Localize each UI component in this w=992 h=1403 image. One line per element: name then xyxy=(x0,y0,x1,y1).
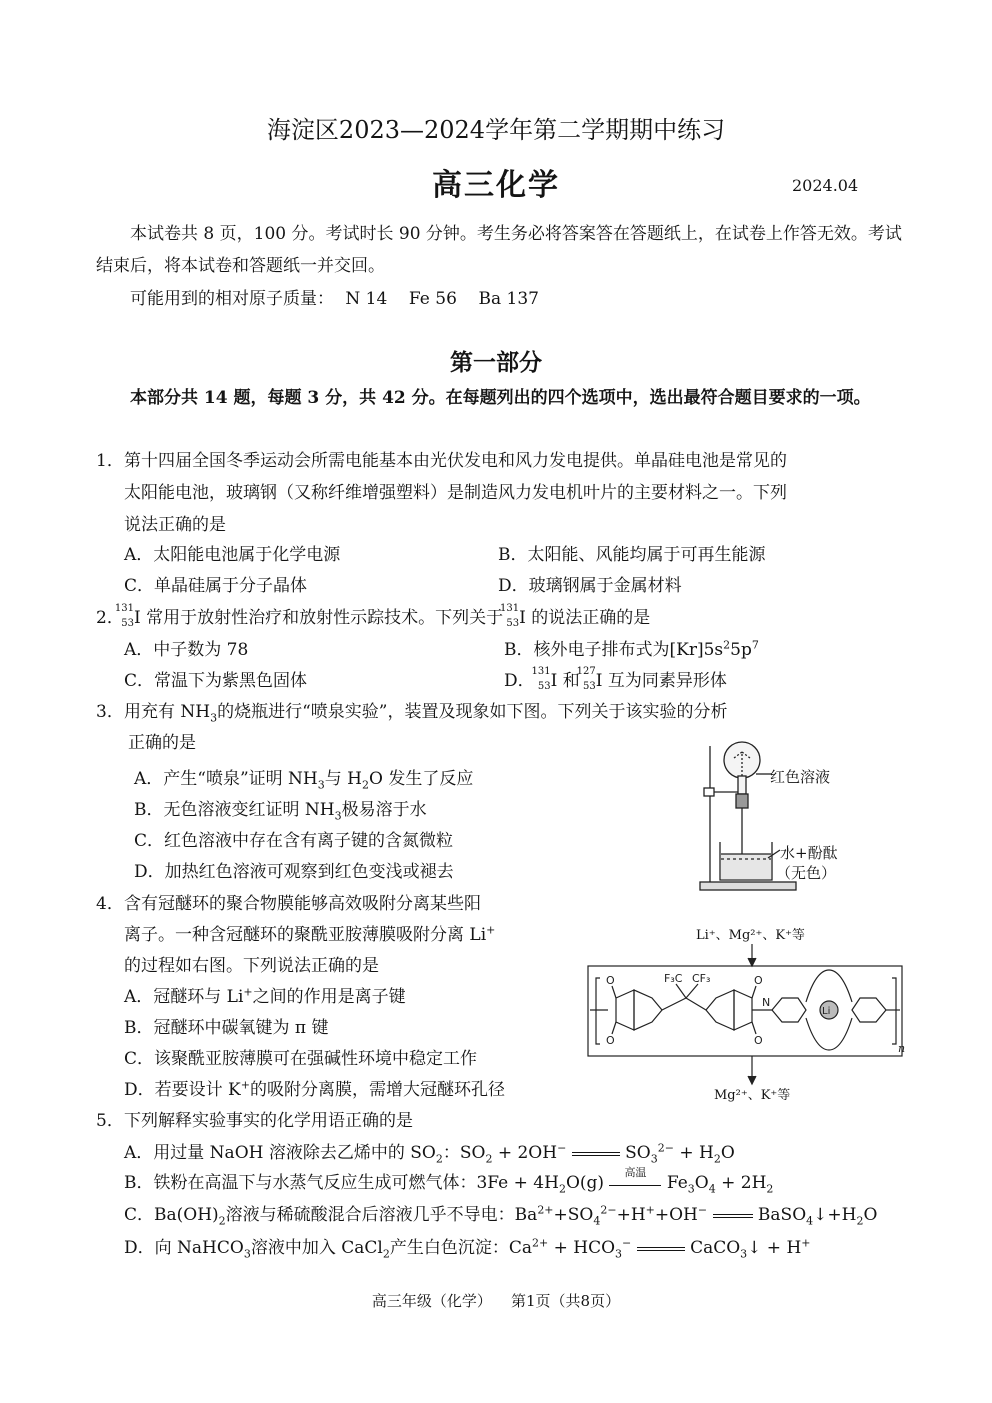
q4-option-c: C．该聚酰亚胺薄膜可在强碱性环境中稳定工作 xyxy=(124,1049,478,1069)
q3-stem-line2: 正确的是 xyxy=(128,733,196,753)
q5-stem: 下列解释实验事实的化学用语正确的是 xyxy=(124,1111,413,1131)
part-intro: 本部分共 14 题，每题 3 分，共 42 分。在每题列出的四个选项中，选出最符合题目要求的一项。 xyxy=(130,388,871,408)
crown-ether-lower xyxy=(806,1018,852,1050)
bracket-right xyxy=(892,978,896,1044)
q3-option-b: B．无色溶液变红证明 $NH_3$极易溶于水 xyxy=(134,800,427,823)
q3-stem-line1: 用充有 $NH_3$的烧瓶进行“喷泉实验”，装置及现象如下图。下列关于该实验的分析 xyxy=(124,702,728,725)
q5b-condition-arrow: 高温 xyxy=(609,1166,661,1192)
q4-stem-line3: 的过程如右图。下列说法正确的是 xyxy=(124,956,379,976)
membrane-frame xyxy=(588,966,902,1056)
q2-option-b: B．核外电子排布式为$[Kr]5s^25p^7$ xyxy=(504,638,759,660)
q5d-equals xyxy=(637,1247,685,1251)
fig-cf3-right: CF₃ xyxy=(692,972,711,985)
atomic-masses xyxy=(130,284,539,309)
fig-li-label: Li xyxy=(822,1006,831,1017)
flask-neck xyxy=(738,776,746,794)
q3-number: 3． xyxy=(96,702,124,722)
page-footer: 高三年级（化学） 第1页（共8页） xyxy=(371,1292,621,1310)
q5-option-c: C．$Ba(OH)_2$溶液与稀硫酸混合后溶液几乎不导电：$Ba^{2+}+SO_4^{2-}+H^++OH^-$ $BaSO_4↓+H_2O$ xyxy=(124,1203,878,1228)
q1-stem-line3: 说法正确的是 xyxy=(124,515,226,535)
polyimide-crown-ether-figure xyxy=(586,940,908,1108)
clamp-head xyxy=(704,788,714,796)
q4-number: 4． xyxy=(96,894,124,914)
fig-label-output-ions: Mg²⁺、K⁺等 xyxy=(714,1088,791,1103)
page-title: 海淀区2023—2024学年第二学期期中练习 xyxy=(266,116,726,144)
atomic-masses-label: 可能用到的相对原子质量： xyxy=(130,289,334,309)
fig-o-4: O xyxy=(754,1034,763,1047)
q2-option-a: A．中子数为 78 xyxy=(124,640,249,660)
q5-option-a: A．用过量 NaOH 溶液除去乙烯中的 $SO_2$：$SO_2 + 2OH^-$ $SO_3^{2-} + H_2O$ xyxy=(124,1141,735,1166)
q1-stem-line1: 第十四届全国冬季运动会所需电能基本由光伏发电和风力发电提供。单晶硅电池是常见的 xyxy=(124,451,787,471)
q2-option-c: C．常温下为紫黑色固体 xyxy=(124,671,308,691)
subject-title: 高三化学 xyxy=(432,168,560,203)
fig-cf3-left: F₃C xyxy=(664,972,683,985)
atomic-masses-values: N 14 Fe 56 Ba 137 xyxy=(345,289,539,309)
fig-o-3: O xyxy=(754,974,763,987)
q2-nuclide-i131-b: 131 53 xyxy=(500,603,520,629)
q2-nuclide-i131: 131 53 xyxy=(114,603,134,629)
fig-n-subscript: n xyxy=(898,1042,906,1055)
q2-stem: 131 53 I 常用于放射性治疗和放射性示踪技术。下列关于 131 53 I 的说法正确的是 xyxy=(114,603,651,629)
q1-number: 1． xyxy=(96,451,124,471)
q3-option-c: C．红色溶液中存在含有离子键的含氮微粒 xyxy=(134,831,454,851)
fig-label-input-ions: Li⁺、Mg²⁺、K⁺等 xyxy=(696,928,805,943)
benzene-ring-1 xyxy=(634,990,662,1030)
fig-o-2: O xyxy=(606,1034,615,1047)
q5-number: 5． xyxy=(96,1111,124,1131)
q4-option-a: A．冠醚环与 Li+之间的作用是离子键 xyxy=(124,985,406,1007)
q5c-equals xyxy=(713,1214,753,1218)
fig-label-colorless: （无色） xyxy=(776,864,837,882)
part-title: 第一部分 xyxy=(450,349,542,376)
q5a-equals xyxy=(572,1152,620,1156)
benzene-ring-2 xyxy=(706,990,734,1030)
beaker-liquid xyxy=(721,854,771,879)
q3-option-a: A．产生“喷泉”证明 $NH_3$与 $H_2O$ 发生了反应 xyxy=(134,769,474,792)
q5-option-d: D．向 NaHCO$_3$溶液中加入 CaCl$_2$产生白色沉淀：$Ca^{2+} + HCO_3^-$ CaCO$_3$↓ + H+ xyxy=(124,1236,811,1261)
bracket-left xyxy=(596,978,600,1044)
q3-option-d: D．加热红色溶液可观察到红色变浅或褪去 xyxy=(134,862,454,882)
q4-option-d: D．若要设计 K+的吸附分离膜，需增大冠醚环孔径 xyxy=(124,1078,505,1100)
imide-ring-2 xyxy=(734,990,752,1030)
q5-option-b: B．铁粉在高温下与水蒸气反应生成可燃气体：$3Fe + 4H_2O(g)$ 高温 $Fe_3O_4 + 2H_2$ xyxy=(124,1166,774,1196)
q1-option-b: B．太阳能、风能均属于可再生能源 xyxy=(498,545,766,565)
fig-label-red-solution: 红色溶液 xyxy=(770,768,831,786)
exam-date: 2024.04 xyxy=(792,176,859,195)
imide-ring-1 xyxy=(616,990,634,1030)
stopper xyxy=(736,794,748,808)
benzo-ring-right xyxy=(852,998,886,1022)
fountain-apparatus-figure xyxy=(680,736,870,896)
q4-stem-line2: 离子。一种含冠醚环的聚酰亚胺薄膜吸附分离 Li+ xyxy=(124,923,496,945)
q4-stem-line1: 含有冠醚环的聚合物膜能够高效吸附分离某些阳 xyxy=(124,894,481,914)
stand-base xyxy=(700,882,796,890)
q4-option-b: B．冠醚环中碳氧键为 π 键 xyxy=(124,1018,329,1038)
q2-option-d: D． 131 53 I 和 127 53 I 互为同素异形体 xyxy=(504,666,727,692)
q1-option-c: C．单晶硅属于分子晶体 xyxy=(124,576,308,596)
q1-option-d: D．玻璃钢属于金属材料 xyxy=(498,576,682,596)
fig-n: N xyxy=(762,996,771,1009)
crown-ether-upper xyxy=(806,970,852,1002)
q1-stem-line2: 太阳能电池，玻璃钢（又称纤维增强塑料）是制造风力发电机叶片的主要材料之一。下列 xyxy=(124,483,787,503)
exam-notice: 本试卷共 8 页，100 分。考试时长 90 分钟。考生务必将答案答在答题纸上，在试卷上作答无效。考试结束后，将本试卷和答题纸一并交回。 xyxy=(96,224,902,276)
fig-o-1: O xyxy=(606,974,615,987)
q1-option-a: A．太阳能电池属于化学电源 xyxy=(124,545,341,565)
benzo-ring-left xyxy=(772,998,806,1022)
fig-label-water-phenolphthalein: 水+酚酞 xyxy=(780,844,838,862)
q2-number: 2． xyxy=(96,608,124,628)
